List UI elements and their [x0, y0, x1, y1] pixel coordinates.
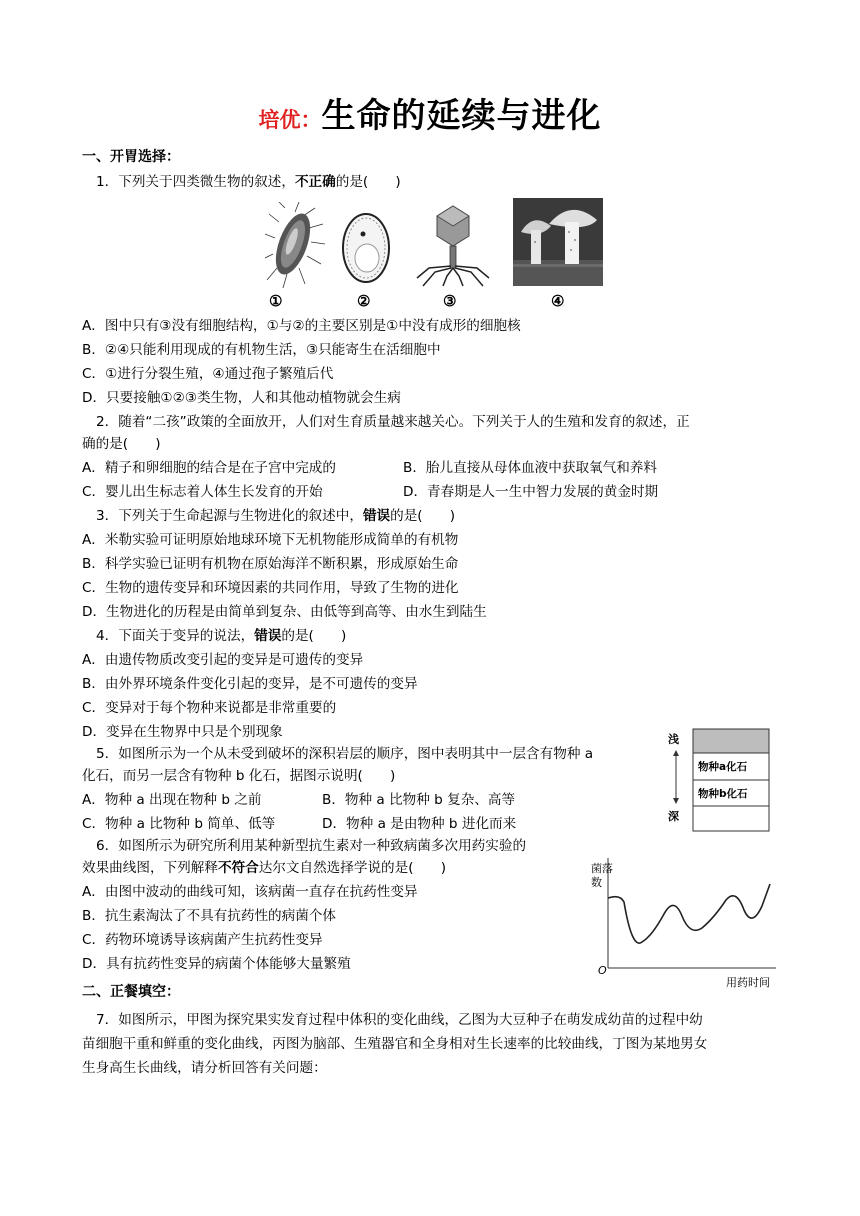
q1-option-b[interactable]: B．②④只能利用现成的有机物生活，③只能寄生在活细胞中 [82, 342, 441, 358]
q7-line1: 7．如图所示，甲图为探究果实发育过程中体积的变化曲线，乙图为大豆种子在萌发成幼苗的过程中幼 [96, 1012, 703, 1028]
q4-stem-a: 4．下面关于变异的说法， [96, 628, 255, 644]
q2-option-c[interactable]: C．婴儿出生标志着人体生长发育的开始 [82, 484, 323, 500]
strata-drawing [668, 728, 772, 832]
q6-stem-a: 效果曲线图，下列解释 [82, 860, 218, 876]
strata-shallow-label: 浅 [668, 733, 679, 746]
virus-image [415, 204, 491, 288]
q4-option-a[interactable]: A．由遗传物质改变引起的变异是可遗传的变异 [82, 652, 364, 668]
q4-stem-c: 的是( ) [281, 628, 347, 644]
q3-stem [96, 506, 455, 526]
curve-x-label: 用药时间 [726, 976, 770, 989]
figure-label-1: ① [269, 292, 283, 310]
q2-option-d[interactable]: D．青春期是人一生中智力发展的黄金时期 [403, 484, 659, 500]
figure-label-2: ② [357, 292, 371, 310]
section-1-heading: 一、开胃选择： [82, 149, 180, 165]
mushroom-image [513, 198, 603, 286]
q1-stem-c: 的是( ) [335, 174, 401, 190]
q5-stem-line1: 5．如图所示为一个从未受到破坏的深积岩层的顺序，图中表明其中一层含有物种 a [96, 746, 594, 762]
curve-y-label-1: 菌落 [591, 862, 613, 875]
strata-deep-label: 深 [668, 810, 679, 823]
q4-option-c[interactable]: C．变异对于每个物种来说都是非常重要的 [82, 700, 337, 716]
figure-label-3: ③ [443, 292, 457, 310]
q6-option-d[interactable]: D．具有抗药性变异的病菌个体能够大量繁殖 [82, 956, 351, 972]
curve-drawing [586, 854, 782, 994]
title-main: 生命的延续与进化 [321, 96, 602, 136]
q3-option-d[interactable]: D．生物进化的历程是由简单到复杂、由低等到高等、由水生到陆生 [82, 604, 487, 620]
strata-layer-a-label: 物种a化石 [698, 761, 748, 773]
q2-stem-line2: 确的是( ) [82, 436, 161, 452]
q6-stem-c: 达尔文自然选择学说的是( ) [258, 860, 447, 876]
q5-option-a[interactable]: A．物种 a 出现在物种 b 之前 [82, 792, 262, 808]
q6-stem-line2 [82, 858, 446, 878]
page-title [0, 88, 860, 137]
q6-option-a[interactable]: A．由图中波动的曲线可知，该病菌一直存在抗药性变异 [82, 884, 418, 900]
q6-stem-emphasis: 不符合 [217, 860, 259, 876]
q1-option-a[interactable]: A．图中只有③没有细胞结构，①与②的主要区别是①中没有成形的细胞核 [82, 318, 521, 334]
q5-stem-line2: 化石，而另一层含有物种 b 化石，据图示说明( ) [82, 768, 396, 784]
q3-stem-a: 3．下列关于生命起源与生物进化的叙述中， [96, 508, 363, 524]
q2-stem-line1: 2．随着“二孩”政策的全面放开，人们对生育质量越来越关心。下列关于人的生殖和发育的叙述，正 [96, 414, 690, 430]
q5-option-d[interactable]: D．物种 a 是由物种 b 进化而来 [322, 816, 517, 832]
rock-strata-figure [668, 728, 772, 832]
figure-label-4: ④ [551, 292, 565, 310]
q7-line3: 生身高生长曲线，请分析回答有关问题： [82, 1060, 327, 1076]
q3-option-a[interactable]: A．米勒实验可证明原始地球环境下无机物能形成简单的有机物 [82, 532, 459, 548]
q1-stem-emphasis: 不正确 [294, 174, 336, 190]
q3-stem-c: 的是( ) [390, 508, 456, 524]
bacterium-image [265, 202, 327, 290]
q6-stem-line1: 6．如图所示为研究所利用某种新型抗生素对一种致病菌多次用药实验的 [96, 838, 527, 854]
q6-option-c[interactable]: C．药物环境诱导该病菌产生抗药性变异 [82, 932, 323, 948]
q5-option-b[interactable]: B．物种 a 比物种 b 复杂、高等 [322, 792, 516, 808]
bacteria-curve-figure [586, 854, 782, 994]
q4-option-d[interactable]: D．变异在生物界中只是个别现象 [82, 724, 283, 740]
q2-option-b[interactable]: B．胎儿直接从母体血液中获取氧气和养料 [403, 460, 658, 476]
strata-layer-b-label: 物种b化石 [698, 788, 748, 800]
q1-stem [96, 172, 401, 192]
q1-figure [255, 198, 605, 318]
q3-stem-emphasis: 错误 [362, 508, 391, 524]
q6-option-b[interactable]: B．抗生素淘汰了不具有抗药性的病菌个体 [82, 908, 337, 924]
q1-stem-a: 1．下列关于四类微生物的叙述， [96, 174, 295, 190]
curve-origin-label: O [598, 964, 607, 977]
curve-y-label-2: 数 [591, 876, 602, 889]
q5-option-c[interactable]: C．物种 a 比物种 b 简单、低等 [82, 816, 276, 832]
q4-option-b[interactable]: B．由外界环境条件变化引起的变异，是不可遗传的变异 [82, 676, 418, 692]
q3-option-c[interactable]: C．生物的遗传变异和环境因素的共同作用，导致了生物的进化 [82, 580, 459, 596]
q2-option-a[interactable]: A．精子和卵细胞的结合是在子宫中完成的 [82, 460, 336, 476]
q4-stem-emphasis: 错误 [254, 628, 282, 644]
q1-option-d[interactable]: D．只要接触①②③类生物，人和其他动植物就会生病 [82, 390, 401, 406]
q7-line2: 苗细胞干重和鲜重的变化曲线，丙图为脑部、生殖器官和全身相对生长速率的比较曲线，丁图为某地男女 [82, 1036, 708, 1052]
title-prefix: 培优： [258, 107, 322, 132]
q3-option-b[interactable]: B．科学实验已证明有机物在原始海洋不断积累，形成原始生命 [82, 556, 459, 572]
section-2-heading: 二、正餐填空： [82, 984, 180, 1000]
q4-stem [96, 626, 346, 646]
q1-option-c[interactable]: C．①进行分裂生殖，④通过孢子繁殖后代 [82, 366, 334, 382]
yeast-cell-image [341, 212, 391, 284]
